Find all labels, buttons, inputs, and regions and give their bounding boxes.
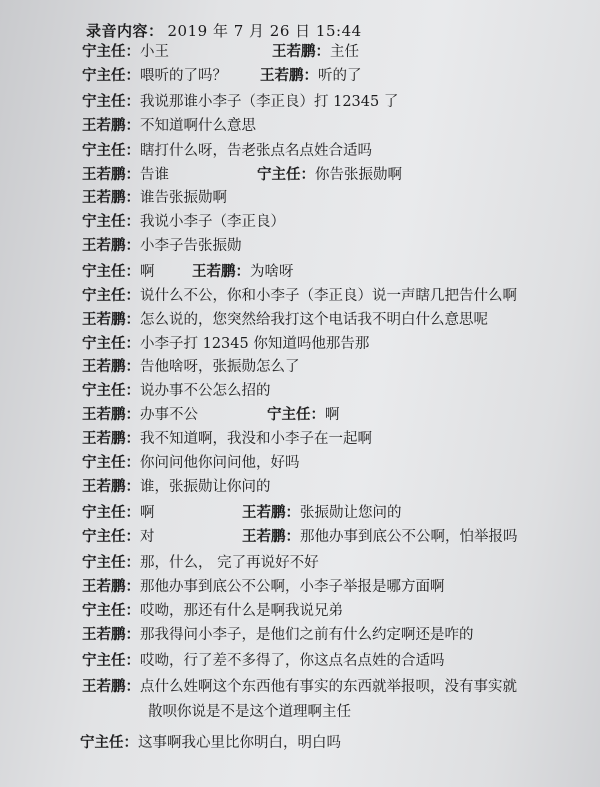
transcript-line [82,503,560,523]
transcript-line [82,286,560,306]
utterance-text: 对 [140,529,155,545]
transcript-line [82,262,560,282]
speaker-label: 王若鹏： [82,678,140,695]
utterance-text: 你问问他你问问他，好吗 [140,455,300,471]
speaker-label: 宁主任： [257,166,315,183]
utterance-text: 我不知道啊，我没和小李子在一起啊 [140,431,372,447]
header-label: 录音内容： [86,22,164,40]
utterance-text: 张振勋让您问的 [300,505,402,521]
transcript-line [82,165,560,185]
utterance-text: 那我得问小李子，是他们之前有什么约定啊还是咋的 [140,627,474,643]
utterance-text: 啊 [140,264,155,280]
speaker-label: 宁主任： [82,652,140,669]
speaker-label: 王若鹏： [260,67,318,84]
header-date: 2019 年 7 月 26 日 15:44 [167,22,362,40]
speaker-label: 王若鹏： [82,430,140,447]
speaker-label: 王若鹏： [82,237,140,254]
speaker-label: 王若鹏： [82,358,140,375]
speaker-label: 王若鹏： [82,578,140,595]
transcript-line [82,116,560,136]
second-speaker-group [242,527,518,547]
speaker-label: 王若鹏： [82,406,140,423]
speaker-label: 王若鹏： [192,263,250,280]
utterance-text: 不知道啊什么意思 [140,118,256,134]
transcript-line [82,212,560,232]
utterance-text: 告谁 [140,167,169,183]
transcript-line [82,92,560,112]
utterance-text: 那他办事到底公不公啊，怕举报吗 [300,529,518,545]
utterance-text: 谁，张振勋让你问的 [140,479,271,495]
utterance-text: 小李子打 12345 你知道吗他那告那 [140,336,370,352]
speaker-label: 宁主任： [82,213,140,230]
speaker-label: 宁主任： [82,335,140,352]
transcript-line [82,429,560,449]
utterance-text: 那，什么， 完了再说好不好 [140,555,319,571]
utterance-text: 告他啥呀，张振勋怎么了 [140,359,300,375]
speaker-label: 宁主任： [82,554,140,571]
transcript-line [82,405,560,425]
transcript-line [82,357,560,377]
speaker-label: 王若鹏： [82,626,140,643]
speaker-label: 王若鹏： [82,478,140,495]
speaker-label: 王若鹏： [82,117,140,134]
utterance-text: 怎么说的，您突然给我打这个电话我不明白什么意思呢 [140,312,488,328]
speaker-label: 宁主任： [82,454,140,471]
speaker-label: 王若鹏： [82,166,140,183]
transcript-line [82,651,560,671]
speaker-label: 宁主任： [82,504,140,521]
utterance-text: 你告张振勋啊 [315,167,402,183]
transcript-line [82,310,560,330]
speaker-label: 宁主任： [82,528,140,545]
recording-header [86,20,362,41]
second-speaker-group [272,42,359,62]
speaker-label: 宁主任： [82,382,140,399]
utterance-text: 啊 [140,505,155,521]
transcript-line [82,625,560,645]
speaker-label: 王若鹏： [242,528,300,545]
utterance-text: 听的了 [318,68,362,84]
speaker-label: 宁主任： [82,67,140,84]
transcript-line [82,577,560,597]
transcript-line [82,601,560,621]
transcript-line [82,677,560,697]
utterance-text: 哎呦，那还有什么是啊我说兄弟 [140,603,343,619]
transcript-line [82,453,560,473]
speaker-label: 宁主任： [82,287,140,304]
transcript-line [82,553,560,573]
utterance-text: 喂听的了吗？ [140,68,227,84]
utterance-text: 小李子告张振勋 [140,238,242,254]
speaker-label: 宁主任： [82,93,140,110]
utterance-text: 瞎打什么呀，告老张点名点姓合适吗 [140,143,372,159]
second-speaker-group [242,503,402,523]
transcript-line [82,381,560,401]
utterance-text: 我说小李子（李正良） [140,214,285,230]
speaker-label: 王若鹏： [242,504,300,521]
utterance-text: 啊 [325,407,340,423]
second-speaker-group [267,405,340,425]
transcript-line [82,141,560,161]
utterance-text: 办事不公 [140,407,198,423]
speaker-label: 宁主任： [82,43,140,60]
transcript-line [82,42,560,62]
transcript-line [82,236,560,256]
utterance-text: 我说那谁小李子（李正良）打 12345 了 [140,94,399,110]
speaker-label: 王若鹏： [82,311,140,328]
utterance-continuation: 散呗你说是不是这个道理啊主任 [148,704,351,720]
utterance-text: 说什么不公，你和小李子（李正良）说一声瞎几把告什么啊 [140,288,517,304]
utterance-text: 小王 [140,44,169,60]
speaker-label: 宁主任： [82,263,140,280]
transcript-line [82,477,560,497]
utterance-text: 点什么姓啊这个东西他有事实的东西就举报呗，没有事实就 [140,679,517,695]
utterance-text: 谁告张振勋啊 [140,190,227,206]
speaker-label: 宁主任： [82,142,140,159]
speaker-label: 王若鹏： [272,43,330,60]
utterance-text: 哎呦，行了差不多得了，你这点名点姓的合适吗 [140,653,445,669]
utterance-text: 那他办事到底公不公啊，小李子举报是哪方面啊 [140,579,445,595]
speaker-label: 宁主任： [267,406,325,423]
transcript-line [82,527,560,547]
transcript-line [80,733,560,753]
transcript-line [82,334,560,354]
second-speaker-group [192,262,294,282]
utterance-text: 这事啊我心里比你明白，明白吗 [138,735,341,751]
utterance-text: 为啥呀 [250,264,294,280]
second-speaker-group [260,66,362,86]
utterance-text: 主任 [330,44,359,60]
second-speaker-group [257,165,402,185]
utterance-text: 说办事不公怎么招的 [140,383,271,399]
speaker-label: 宁主任： [82,602,140,619]
speaker-label: 王若鹏： [82,189,140,206]
transcript-line [82,66,560,86]
transcript-line [82,188,560,208]
speaker-label: 宁主任： [80,734,138,751]
